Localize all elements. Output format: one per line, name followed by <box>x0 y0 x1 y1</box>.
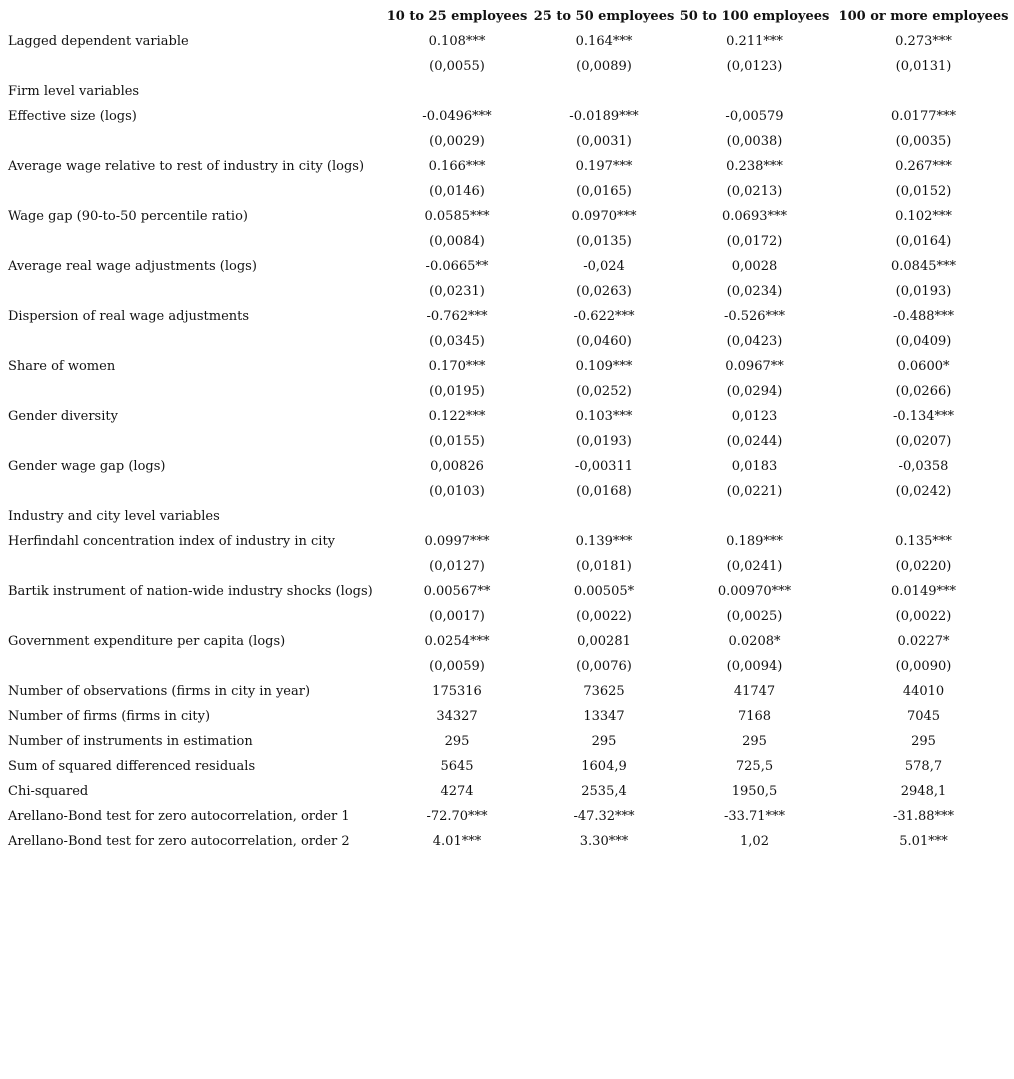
table-cell: -31.88*** <box>892 809 955 824</box>
table-row <box>0 379 1014 404</box>
table-row <box>0 204 1014 229</box>
table-cell: 44010 <box>902 684 945 699</box>
row-label <box>0 179 382 204</box>
row-label: Average real wage adjustments (logs) <box>8 259 257 274</box>
table-cell: (0,0127) <box>429 559 485 574</box>
table-cell: (0,0090) <box>895 659 952 674</box>
table-cell: 4.01*** <box>432 834 482 849</box>
table-cell: 1950,5 <box>731 784 778 799</box>
table-cell: -0.488*** <box>892 309 955 324</box>
table-row <box>0 779 1014 804</box>
table-cell: (0,0294) <box>726 384 783 399</box>
table-row <box>0 279 1014 304</box>
table-cell: 0.170*** <box>428 359 486 374</box>
table-cell: (0,0146) <box>429 184 485 199</box>
table-cell: 5645 <box>440 759 474 774</box>
table-cell: 295 <box>591 734 617 749</box>
table-cell: -0,024 <box>583 259 625 274</box>
row-label <box>0 129 382 154</box>
table-cell <box>532 504 676 529</box>
table-cell: (0,0345) <box>429 334 485 349</box>
header-cell-100-plus: 100 or more employees <box>838 9 1009 24</box>
row-label <box>0 654 382 679</box>
table-cell <box>382 504 532 529</box>
table-cell: 0.00505* <box>573 584 635 599</box>
table-cell: (0,0266) <box>895 384 952 399</box>
table-cell: 0.135*** <box>895 534 952 549</box>
table-cell: -0.622*** <box>573 309 635 324</box>
table-cell: (0,0123) <box>726 59 783 74</box>
table-cell: 0.108*** <box>428 34 486 49</box>
table-cell: 0.0997*** <box>424 534 490 549</box>
table-cell: 295 <box>911 734 936 749</box>
table-cell: 0.0208* <box>728 634 781 649</box>
table-cell: -0.526*** <box>723 309 786 324</box>
table-cell: -0.762*** <box>426 309 488 324</box>
row-label: Gender wage gap (logs) <box>8 459 166 474</box>
table-cell: 0.267*** <box>895 159 952 174</box>
table-cell: (0,0131) <box>895 59 952 74</box>
table-cell: 0,0183 <box>731 459 778 474</box>
table-cell: 0.166*** <box>428 159 486 174</box>
table-cell: (0,0155) <box>429 434 485 449</box>
row-label: Bartik instrument of nation-wide industry shocks (logs) <box>8 584 373 599</box>
regression-table <box>0 4 1014 854</box>
table-cell: 0.103*** <box>575 409 633 424</box>
table-cell: (0,0423) <box>726 334 783 349</box>
table-cell: 73625 <box>583 684 625 699</box>
table-row <box>0 104 1014 129</box>
table-row <box>0 29 1014 54</box>
table-cell: 0.189*** <box>726 534 783 549</box>
table-cell: 0.197*** <box>575 159 633 174</box>
table-cell: (0,0181) <box>576 559 632 574</box>
row-label: Firm level variables <box>8 84 140 99</box>
table-row <box>0 729 1014 754</box>
row-label: Effective size (logs) <box>8 109 137 124</box>
table-row <box>0 829 1014 854</box>
row-label: Share of women <box>8 359 116 374</box>
table-cell: (0,0207) <box>895 434 952 449</box>
table-row <box>0 754 1014 779</box>
table-cell: (0,0252) <box>576 384 632 399</box>
table-cell: (0,0031) <box>576 134 632 149</box>
row-label: Gender diversity <box>8 409 118 424</box>
row-label: Lagged dependent variable <box>8 34 189 49</box>
table-body <box>0 29 1014 854</box>
table-cell: -0.0189*** <box>569 109 639 124</box>
table-row <box>0 304 1014 329</box>
row-label: Number of firms (firms in city) <box>8 709 211 724</box>
table-cell: (0,0025) <box>726 609 783 624</box>
table-cell <box>532 79 676 104</box>
table-cell: (0,0193) <box>895 284 952 299</box>
table-cell: -0,00311 <box>574 459 634 474</box>
table-row <box>0 579 1014 604</box>
table-cell: (0,0094) <box>726 659 783 674</box>
table-row <box>0 79 1014 104</box>
table-cell: 295 <box>742 734 767 749</box>
table-row <box>0 404 1014 429</box>
row-label <box>0 604 382 629</box>
row-label <box>0 329 382 354</box>
row-label: Industry and city level variables <box>8 509 220 524</box>
table-cell <box>676 79 833 104</box>
row-label <box>0 429 382 454</box>
table-cell: 0.102*** <box>895 209 952 224</box>
table-cell: 0.0177*** <box>891 109 956 124</box>
table-cell: 0,0028 <box>731 259 778 274</box>
header-cell-25-50: 25 to 50 employees <box>533 9 675 24</box>
table-row <box>0 454 1014 479</box>
table-row <box>0 254 1014 279</box>
table-cell: 5.01*** <box>899 834 948 849</box>
row-label: Number of observations (firms in city in year) <box>8 684 311 699</box>
table-cell: 2535,4 <box>581 784 627 799</box>
table-cell: (0,0029) <box>429 134 485 149</box>
table-cell: -72.70*** <box>426 809 488 824</box>
table-cell: -33.71*** <box>723 809 786 824</box>
table-cell: 1,02 <box>740 834 769 849</box>
table-row <box>0 529 1014 554</box>
table-cell: (0,0213) <box>726 184 783 199</box>
table-cell: -0,00579 <box>725 109 784 124</box>
table-cell: 0.0693*** <box>722 209 787 224</box>
row-label <box>0 479 382 504</box>
table-cell: 175316 <box>432 684 482 699</box>
table-row <box>0 604 1014 629</box>
row-label: Wage gap (90-to-50 percentile ratio) <box>8 209 248 224</box>
header-cell-50-100: 50 to 100 employees <box>679 9 830 24</box>
table-cell: 0.139*** <box>575 534 633 549</box>
table-row <box>0 429 1014 454</box>
table-cell: (0,0242) <box>895 484 952 499</box>
table-row <box>0 229 1014 254</box>
table-row <box>0 654 1014 679</box>
table-cell: 0,0123 <box>731 409 778 424</box>
table-cell: 0.0585*** <box>424 209 490 224</box>
table-cell: (0,0152) <box>895 184 952 199</box>
table-cell <box>382 79 532 104</box>
table-cell: 0.00970*** <box>717 584 792 599</box>
table-cell: 295 <box>444 734 470 749</box>
table-cell <box>676 504 833 529</box>
table-cell: (0,0165) <box>576 184 632 199</box>
table-row <box>0 154 1014 179</box>
table-cell: (0,0168) <box>576 484 632 499</box>
table-cell: 3.30*** <box>579 834 629 849</box>
row-label: Arellano-Bond test for zero autocorrelation, order 2 <box>8 834 350 849</box>
table-cell: 41747 <box>733 684 776 699</box>
table-cell: 578,7 <box>904 759 943 774</box>
table-cell: 0.0149*** <box>891 584 956 599</box>
table-cell <box>833 79 1014 104</box>
table-row <box>0 804 1014 829</box>
table-cell: 0,00826 <box>430 459 484 474</box>
table-cell: 34327 <box>436 709 478 724</box>
table-cell: 13347 <box>583 709 625 724</box>
table-cell: 0.0254*** <box>424 634 490 649</box>
table-cell: 7045 <box>906 709 941 724</box>
row-label: Arellano-Bond test for zero autocorrelation, order 1 <box>8 809 350 824</box>
table-cell: -0.134*** <box>892 409 955 424</box>
table-cell: (0,0244) <box>726 434 783 449</box>
table-cell: (0,0022) <box>576 609 632 624</box>
table-cell: 7168 <box>737 709 772 724</box>
table-cell: (0,0193) <box>576 434 632 449</box>
table-cell: 0.122*** <box>428 409 486 424</box>
row-label: Chi-squared <box>8 784 89 799</box>
table-cell: (0,0409) <box>895 334 952 349</box>
row-label: Herfindahl concentration index of industry in city <box>8 534 336 549</box>
table-row <box>0 179 1014 204</box>
table-row <box>0 129 1014 154</box>
table-row <box>0 554 1014 579</box>
table-cell: -0.0496*** <box>422 109 492 124</box>
table-cell: 0.0227* <box>897 634 950 649</box>
table-cell: 1604,9 <box>581 759 627 774</box>
row-label: Average wage relative to rest of industry in city (logs) <box>8 159 365 174</box>
table-row <box>0 504 1014 529</box>
table-cell: (0,0221) <box>726 484 783 499</box>
table-cell: (0,0076) <box>576 659 632 674</box>
row-label: Sum of squared differenced residuals <box>8 759 256 774</box>
header-row <box>0 4 1014 29</box>
row-label <box>0 554 382 579</box>
table-row <box>0 354 1014 379</box>
header-cell-10-25: 10 to 25 employees <box>386 9 528 24</box>
table-cell: -0,0358 <box>898 459 949 474</box>
table-cell: 0.0845*** <box>891 259 956 274</box>
table-cell: 2948,1 <box>900 784 947 799</box>
table-cell: (0,0234) <box>726 284 783 299</box>
table-cell: 0.164*** <box>575 34 633 49</box>
table-cell: 0.0600* <box>897 359 950 374</box>
table-cell: (0,0103) <box>429 484 485 499</box>
table-cell: 0.0967** <box>725 359 784 374</box>
table-cell: (0,0055) <box>429 59 485 74</box>
table-cell: 0.109*** <box>575 359 633 374</box>
table-cell: 0.211*** <box>726 34 783 49</box>
table-cell: (0,0017) <box>429 609 485 624</box>
table-cell: (0,0022) <box>895 609 952 624</box>
table-cell: 0.273*** <box>895 34 952 49</box>
table-cell: 0.238*** <box>726 159 783 174</box>
row-label <box>0 379 382 404</box>
table-cell: (0,0231) <box>429 284 485 299</box>
table-row <box>0 54 1014 79</box>
row-label: Dispersion of real wage adjustments <box>8 309 250 324</box>
table-cell: (0,0263) <box>576 284 632 299</box>
table-cell: 725,5 <box>735 759 774 774</box>
table-cell: 0.00567** <box>423 584 491 599</box>
table-cell: -0.0665** <box>425 259 489 274</box>
header-cell-label <box>0 4 382 29</box>
row-label <box>0 229 382 254</box>
table-cell: (0,0220) <box>895 559 952 574</box>
table-cell: -47.32*** <box>573 809 635 824</box>
table-cell: (0,0172) <box>726 234 783 249</box>
row-label <box>0 54 382 79</box>
table-cell: 4274 <box>440 784 474 799</box>
table-cell: (0,0460) <box>576 334 632 349</box>
table-cell: 0,00281 <box>577 634 631 649</box>
table-cell: (0,0089) <box>576 59 632 74</box>
table-row <box>0 679 1014 704</box>
table-cell <box>833 504 1014 529</box>
row-label <box>0 279 382 304</box>
table-cell: (0,0059) <box>429 659 485 674</box>
table-row <box>0 479 1014 504</box>
table-cell: (0,0038) <box>726 134 783 149</box>
table-cell: (0,0135) <box>576 234 632 249</box>
table-row <box>0 629 1014 654</box>
row-label: Government expenditure per capita (logs) <box>8 634 286 649</box>
table-row <box>0 329 1014 354</box>
table-cell: (0,0084) <box>429 234 485 249</box>
table-cell: (0,0195) <box>429 384 485 399</box>
table-cell: (0,0164) <box>895 234 952 249</box>
table-cell: 0.0970*** <box>571 209 637 224</box>
table-cell: (0,0035) <box>895 134 952 149</box>
table-cell: (0,0241) <box>726 559 783 574</box>
row-label: Number of instruments in estimation <box>8 734 253 749</box>
table-row <box>0 704 1014 729</box>
